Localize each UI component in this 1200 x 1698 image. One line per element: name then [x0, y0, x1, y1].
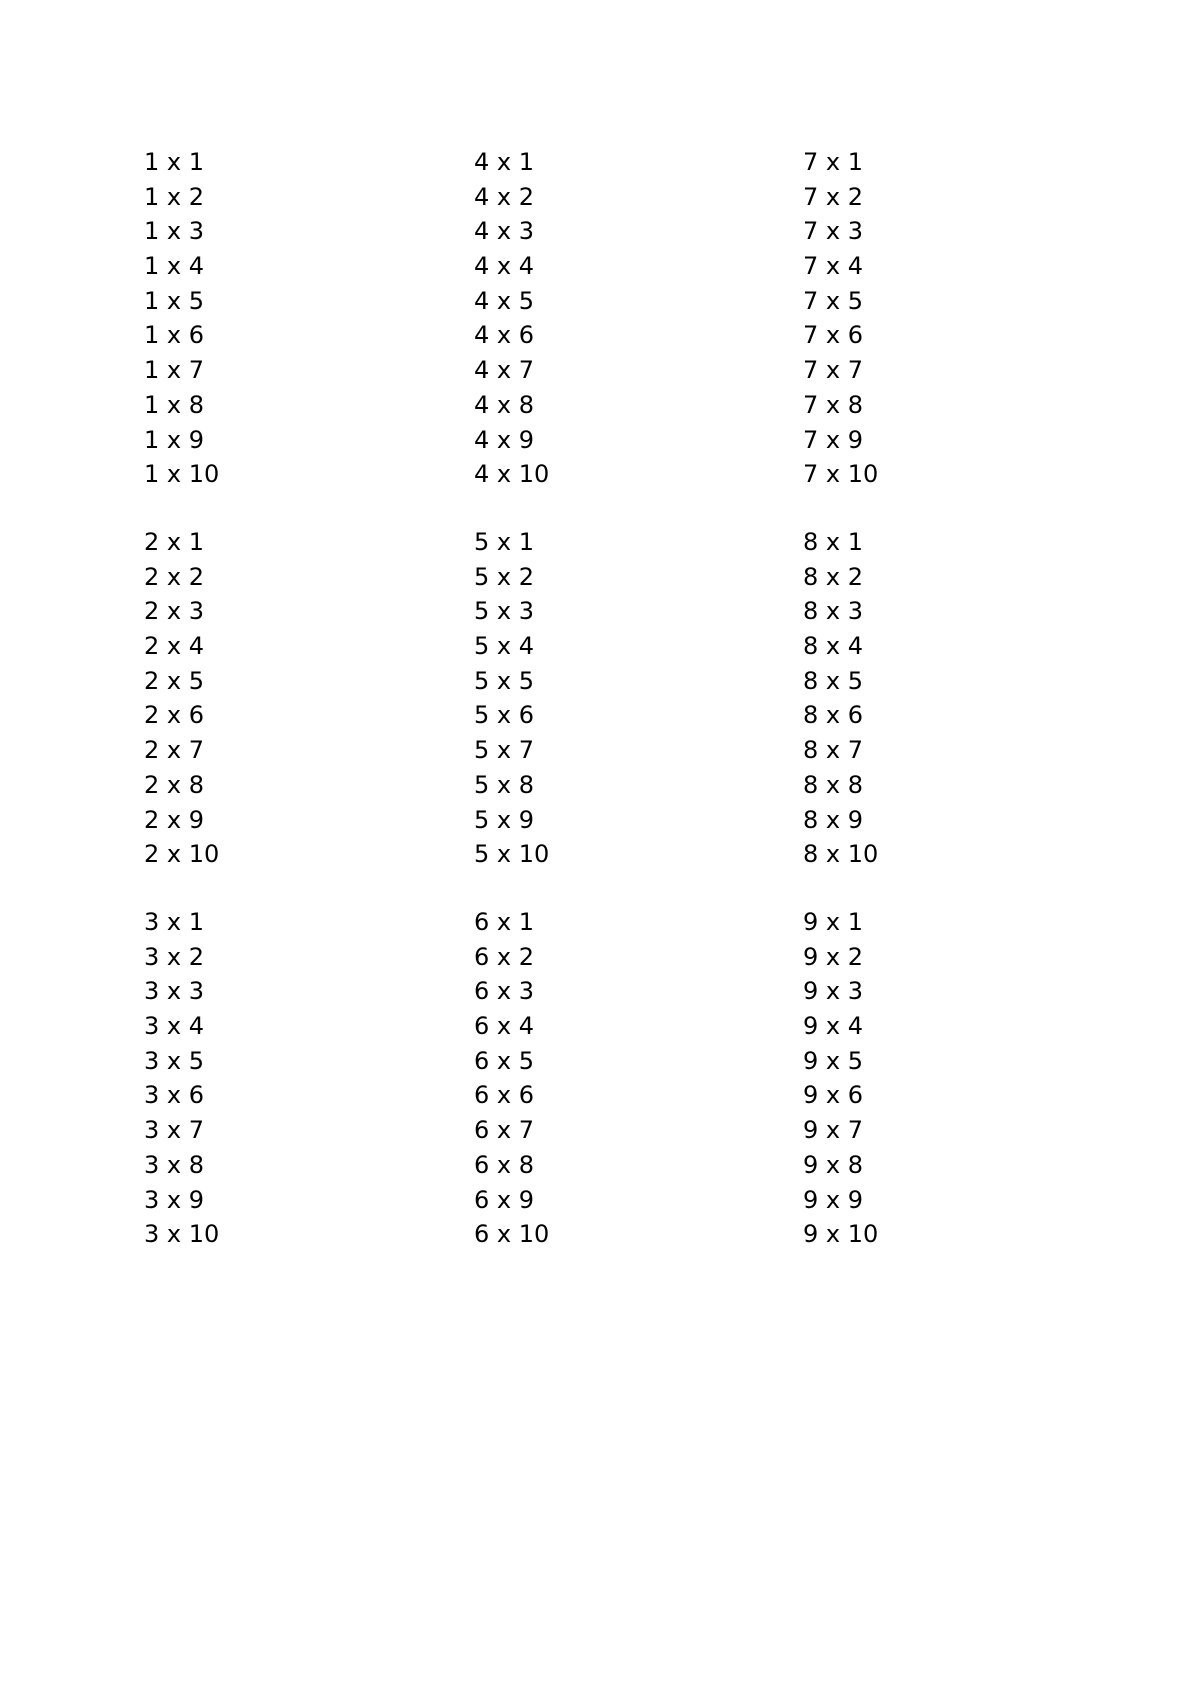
table-line: 2 x 4 — [144, 632, 204, 661]
table-line: 9 x 6 — [803, 1081, 863, 1110]
table-line: 7 x 8 — [803, 390, 863, 419]
table-line: 4 x 7 — [474, 356, 534, 385]
table-line: 2 x 1 — [144, 528, 204, 556]
table-line: 7 x 7 — [803, 356, 863, 385]
table-line: 9 x 8 — [803, 1150, 863, 1179]
table-line: 9 x 3 — [803, 977, 863, 1006]
table-line: 1 x 10 — [144, 460, 220, 489]
table-line: 7 x 4 — [803, 252, 863, 281]
table-line: 2 x 9 — [144, 805, 204, 834]
table-line: 6 x 4 — [474, 1012, 534, 1041]
table-line: 5 x 1 — [474, 528, 534, 556]
table-line: 8 x 5 — [803, 666, 863, 695]
table-line: 2 x 3 — [144, 597, 204, 626]
table-line: 1 x 3 — [144, 217, 204, 246]
table-line: 7 x 1 — [803, 148, 863, 176]
table-line: 3 x 4 — [144, 1012, 204, 1041]
table-line: 9 x 5 — [803, 1046, 863, 1075]
table-line: 5 x 7 — [474, 736, 534, 765]
times-table-8 — [803, 525, 1063, 872]
table-line: 1 x 9 — [144, 425, 204, 454]
table-line: 8 x 3 — [803, 597, 863, 626]
table-line: 5 x 2 — [474, 562, 534, 591]
table-line: 7 x 2 — [803, 182, 863, 211]
table-line: 4 x 3 — [474, 217, 534, 246]
table-line: 9 x 7 — [803, 1116, 863, 1145]
table-line: 3 x 1 — [144, 908, 204, 936]
table-line: 4 x 5 — [474, 286, 534, 315]
table-line: 8 x 10 — [803, 840, 879, 869]
table-line: 2 x 5 — [144, 666, 204, 695]
table-line: 3 x 6 — [144, 1081, 204, 1110]
table-line: 4 x 1 — [474, 148, 534, 176]
table-line: 4 x 8 — [474, 390, 534, 419]
table-line: 2 x 8 — [144, 770, 204, 799]
table-line: 7 x 6 — [803, 321, 863, 350]
table-line: 7 x 10 — [803, 460, 879, 489]
table-line: 3 x 8 — [144, 1150, 204, 1179]
table-line: 3 x 10 — [144, 1220, 220, 1249]
times-table-3 — [144, 905, 404, 1252]
table-line: 2 x 2 — [144, 562, 204, 591]
table-line: 6 x 5 — [474, 1046, 534, 1075]
table-line: 8 x 1 — [803, 528, 863, 556]
times-table-6 — [474, 905, 734, 1252]
table-line: 7 x 9 — [803, 425, 863, 454]
times-table-7 — [803, 145, 1063, 492]
times-table-4 — [474, 145, 734, 492]
table-line: 3 x 9 — [144, 1185, 204, 1214]
table-line: 5 x 5 — [474, 666, 534, 695]
table-line: 7 x 3 — [803, 217, 863, 246]
table-line: 1 x 2 — [144, 182, 204, 211]
table-line: 9 x 2 — [803, 942, 863, 971]
table-line: 9 x 4 — [803, 1012, 863, 1041]
table-line: 8 x 2 — [803, 562, 863, 591]
table-line: 4 x 9 — [474, 425, 534, 454]
table-line: 6 x 10 — [474, 1220, 550, 1249]
table-line: 6 x 1 — [474, 908, 534, 936]
times-table-1 — [144, 145, 404, 492]
table-line: 4 x 10 — [474, 460, 550, 489]
table-line: 6 x 3 — [474, 977, 534, 1006]
table-line: 4 x 2 — [474, 182, 534, 211]
table-line: 3 x 2 — [144, 942, 204, 971]
table-line: 8 x 6 — [803, 701, 863, 730]
table-line: 2 x 6 — [144, 701, 204, 730]
table-line: 9 x 9 — [803, 1185, 863, 1214]
table-line: 5 x 4 — [474, 632, 534, 661]
table-line: 1 x 8 — [144, 390, 204, 419]
times-table-5 — [474, 525, 734, 872]
table-line: 6 x 2 — [474, 942, 534, 971]
table-line: 8 x 9 — [803, 805, 863, 834]
table-line: 6 x 7 — [474, 1116, 534, 1145]
table-line: 5 x 8 — [474, 770, 534, 799]
table-line: 9 x 1 — [803, 908, 863, 936]
table-line: 1 x 6 — [144, 321, 204, 350]
table-line: 1 x 1 — [144, 148, 204, 176]
table-line: 7 x 5 — [803, 286, 863, 315]
table-line: 8 x 4 — [803, 632, 863, 661]
table-line: 5 x 6 — [474, 701, 534, 730]
table-line: 3 x 7 — [144, 1116, 204, 1145]
table-line: 5 x 9 — [474, 805, 534, 834]
table-line: 5 x 3 — [474, 597, 534, 626]
table-line: 3 x 5 — [144, 1046, 204, 1075]
table-line: 8 x 8 — [803, 770, 863, 799]
table-line: 1 x 7 — [144, 356, 204, 385]
table-line: 8 x 7 — [803, 736, 863, 765]
table-line: 3 x 3 — [144, 977, 204, 1006]
table-line: 6 x 6 — [474, 1081, 534, 1110]
table-line: 2 x 7 — [144, 736, 204, 765]
times-table-2 — [144, 525, 404, 872]
times-table-9 — [803, 905, 1063, 1252]
table-line: 2 x 10 — [144, 840, 220, 869]
table-line: 1 x 5 — [144, 286, 204, 315]
table-line: 1 x 4 — [144, 252, 204, 281]
table-line: 4 x 4 — [474, 252, 534, 281]
table-line: 6 x 9 — [474, 1185, 534, 1214]
table-line: 6 x 8 — [474, 1150, 534, 1179]
table-line: 4 x 6 — [474, 321, 534, 350]
table-line: 5 x 10 — [474, 840, 550, 869]
table-line: 9 x 10 — [803, 1220, 879, 1249]
